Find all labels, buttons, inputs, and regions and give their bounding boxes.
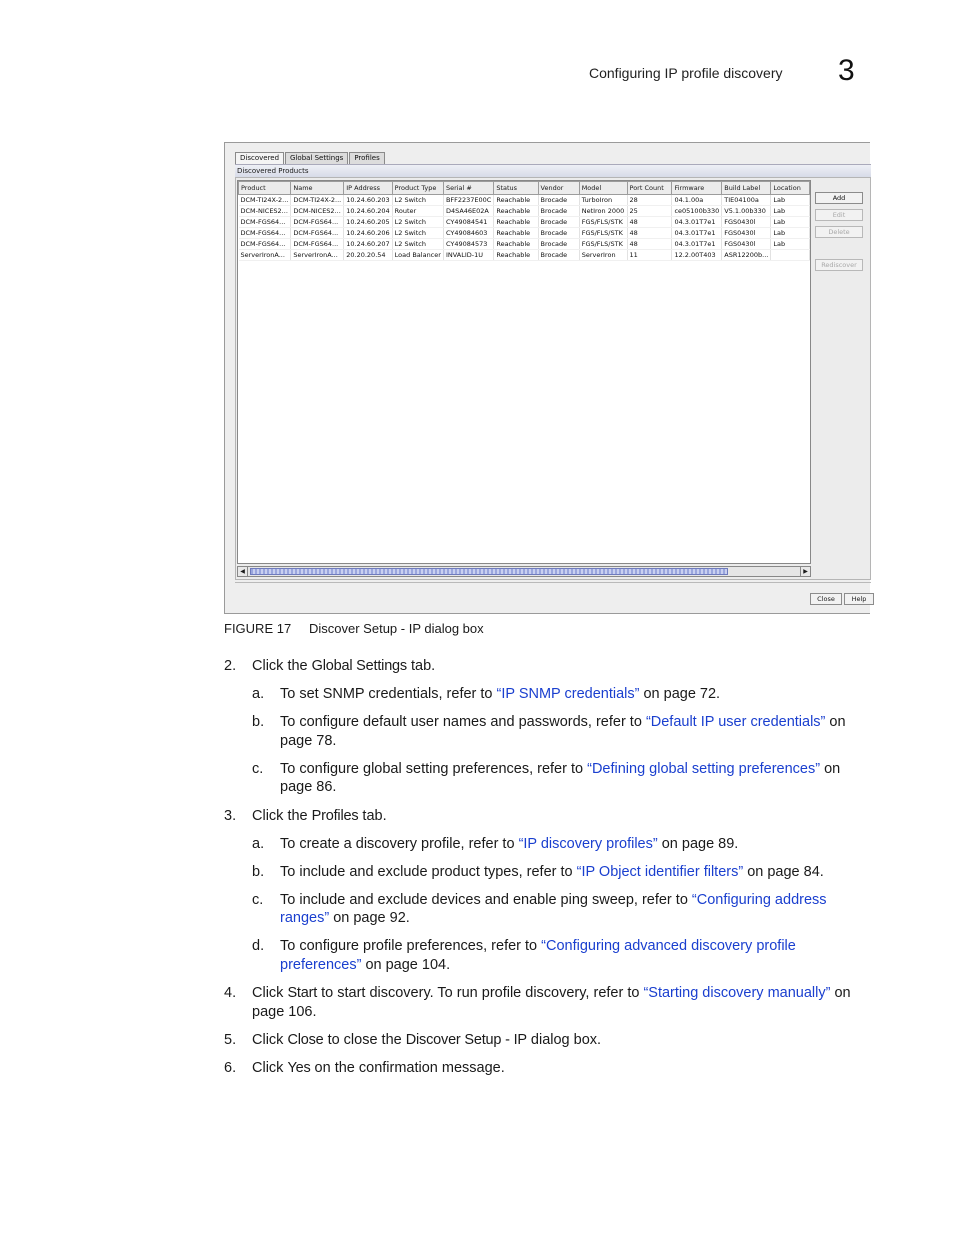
table-cell: 28	[627, 195, 672, 206]
table-cell: L2 Switch	[392, 228, 443, 239]
table-cell: DCM-NICES2...	[239, 206, 291, 217]
table-cell: L2 Switch	[392, 239, 443, 250]
column-header[interactable]: Product	[239, 182, 291, 195]
table-cell: 04.3.01T7e1	[672, 239, 722, 250]
tab-global-settings[interactable]: Global Settings	[285, 152, 348, 164]
table-cell: ServerIronA...	[291, 250, 344, 261]
table-cell: ServerIron	[579, 250, 627, 261]
table-cell: FGS/FLS/STK	[579, 239, 627, 250]
step-text: on page 89.	[661, 836, 739, 852]
cross-reference-link[interactable]: “Defining global setting preferences”	[587, 761, 821, 777]
table-cell: V5.1.00b330	[722, 206, 771, 217]
substep-2a	[280, 685, 720, 704]
step-text: on	[829, 714, 846, 730]
step-number: 6.	[224, 1060, 237, 1076]
rediscover-button[interactable]: Rediscover	[815, 259, 863, 271]
step-text: To configure profile preferences, refer to	[280, 938, 538, 954]
table-cell: 10.24.60.205	[344, 217, 392, 228]
substep-2b	[280, 713, 846, 732]
delete-button[interactable]: Delete	[815, 226, 863, 238]
substep-3c	[280, 891, 827, 910]
table-cell: FGS0430l	[722, 239, 771, 250]
table-cell: TIE04100a	[722, 195, 771, 206]
table-cell: TurboIron	[579, 195, 627, 206]
tab-bar	[235, 152, 386, 164]
table-cell: DCM-FGS64...	[239, 228, 291, 239]
table-cell: DCM-TI24X-2...	[239, 195, 291, 206]
edit-button[interactable]: Edit	[815, 209, 863, 221]
cross-reference-link[interactable]: “Configuring advanced discovery profile	[541, 938, 796, 954]
column-header[interactable]: Serial #	[443, 182, 493, 195]
substep-letter: b.	[252, 864, 265, 880]
step-text: Click	[252, 1060, 284, 1076]
discovered-products-table-area	[237, 180, 811, 564]
figure-caption-text: Discover Setup - IP dialog box	[309, 621, 484, 636]
substep-letter: b.	[252, 714, 265, 730]
column-header[interactable]: IP Address	[344, 182, 392, 195]
table-cell: FGS/FLS/STK	[579, 228, 627, 239]
step-text: To set SNMP credentials, refer to	[280, 686, 493, 702]
ui-term: Yes	[287, 1060, 311, 1076]
column-header[interactable]: Product Type	[392, 182, 443, 195]
table-cell: DCM-FGS64...	[291, 239, 344, 250]
column-header[interactable]: Status	[494, 182, 538, 195]
step-text: on	[834, 985, 851, 1001]
table-cell: 20.20.20.54	[344, 250, 392, 261]
table-cell: INVALID-1U	[443, 250, 493, 261]
table-row[interactable]	[239, 217, 810, 228]
substep-letter: d.	[252, 938, 265, 954]
substep-3b	[280, 863, 824, 882]
ui-term: Discover Setup - IP	[405, 1032, 527, 1048]
step-text: on page 92.	[333, 910, 410, 926]
table-cell: FGS/FLS/STK	[579, 217, 627, 228]
substep-3d	[280, 937, 796, 956]
column-header[interactable]: Model	[579, 182, 627, 195]
table-cell: ce05100b330	[672, 206, 722, 217]
step-text: tab.	[411, 658, 436, 674]
scroll-thumb[interactable]	[250, 568, 728, 575]
step-text: on page 72.	[643, 686, 721, 702]
running-header: Configuring IP profile discovery	[589, 65, 783, 81]
step-2-text	[252, 657, 435, 676]
table-cell: ServerIronA...	[239, 250, 291, 261]
ui-term: Profiles	[311, 808, 359, 824]
table-cell: Reachable	[494, 206, 538, 217]
add-button[interactable]: Add	[815, 192, 863, 204]
table-cell: Brocade	[538, 195, 579, 206]
table-cell: Lab	[771, 206, 810, 217]
table-cell: DCM-NICES2...	[291, 206, 344, 217]
substep-2c-continued: page 86.	[280, 779, 337, 795]
section-title: Discovered Products	[235, 164, 871, 177]
table-cell: L2 Switch	[392, 195, 443, 206]
step-5-text	[252, 1031, 601, 1050]
table-cell: Reachable	[494, 195, 538, 206]
table-header-row	[239, 182, 810, 195]
table-cell: CY49084541	[443, 217, 493, 228]
step-number: 2.	[224, 658, 237, 674]
table-cell: ASR12200b...	[722, 250, 771, 261]
step-6-text	[252, 1059, 505, 1078]
column-header[interactable]: Firmware	[672, 182, 722, 195]
table-cell: Lab	[771, 228, 810, 239]
table-cell: 04.3.01T7e1	[672, 228, 722, 239]
table-cell	[771, 250, 810, 261]
step-text: on the confirmation message.	[314, 1060, 505, 1076]
footer-divider	[235, 582, 871, 583]
table-cell: 12.2.00T403	[672, 250, 722, 261]
table-cell: NetIron 2000	[579, 206, 627, 217]
table-cell: Lab	[771, 195, 810, 206]
step-text: on page 84.	[747, 864, 824, 880]
step-text: To configure default user names and passwords, refer to	[280, 714, 642, 730]
table-cell: Load Balancer	[392, 250, 443, 261]
table-cell: Reachable	[494, 217, 538, 228]
table-cell: CY49084573	[443, 239, 493, 250]
substep-3d-continued	[280, 956, 450, 975]
substep-letter: c.	[252, 761, 264, 777]
table-row[interactable]	[239, 206, 810, 217]
step-text: tab.	[362, 808, 387, 824]
step-text: Click the	[252, 808, 308, 824]
table-cell: FGS0430l	[722, 228, 771, 239]
table-cell: 04.1.00a	[672, 195, 722, 206]
cross-reference-link[interactable]: “Starting discovery manually”	[643, 985, 831, 1001]
table-cell: Reachable	[494, 250, 538, 261]
table-cell: CY49084603	[443, 228, 493, 239]
cross-reference-link[interactable]: preferences”	[280, 957, 362, 973]
step-text: Click	[252, 985, 284, 1001]
table-cell: 48	[627, 239, 672, 250]
substep-letter: a.	[252, 836, 265, 852]
scroll-left-icon[interactable]: ◀	[238, 567, 248, 576]
column-header[interactable]: Port Count	[627, 182, 672, 195]
table-cell: 04.3.01T7e1	[672, 217, 722, 228]
step-text: dialog box.	[530, 1032, 602, 1048]
substep-letter: c.	[252, 892, 264, 908]
figure-label: FIGURE 17	[224, 621, 292, 636]
table-cell: Brocade	[538, 228, 579, 239]
table-row[interactable]	[239, 239, 810, 250]
substep-2c	[280, 760, 840, 779]
table-cell: DCM-FGS64...	[239, 239, 291, 250]
discover-setup-dialog	[224, 142, 870, 614]
step-text: To configure global setting preferences, refer to	[280, 761, 584, 777]
table-cell: Brocade	[538, 206, 579, 217]
close-button[interactable]: Close	[810, 593, 842, 605]
table-cell: 25	[627, 206, 672, 217]
column-header[interactable]: Location	[771, 182, 810, 195]
ui-term: Start	[287, 985, 318, 1001]
step-2	[224, 657, 236, 676]
cross-reference-link[interactable]: “Default IP user credentials”	[645, 714, 826, 730]
table-cell: 10.24.60.207	[344, 239, 392, 250]
substep-letter: a.	[252, 686, 265, 702]
horizontal-scrollbar[interactable]	[237, 566, 811, 577]
cross-reference-link[interactable]: “IP Object identifier filters”	[576, 864, 744, 880]
column-header[interactable]: Vendor	[538, 182, 579, 195]
step-text: To include and exclude devices and enable ping sweep, refer to	[280, 892, 688, 908]
step-4-text	[252, 984, 851, 1003]
table-cell: Lab	[771, 217, 810, 228]
step-text: to close the	[327, 1032, 402, 1048]
ui-term: Global Settings	[311, 658, 407, 674]
table-cell: 11	[627, 250, 672, 261]
substep-3c-continued	[280, 909, 410, 928]
help-button[interactable]: Help	[844, 593, 874, 605]
table-row[interactable]	[239, 250, 810, 261]
step-text: Click	[252, 1032, 284, 1048]
table-row[interactable]	[239, 195, 810, 206]
table-cell: Lab	[771, 239, 810, 250]
column-header[interactable]: Build Label	[722, 182, 771, 195]
step-text: To include and exclude product types, refer to	[280, 864, 573, 880]
table-row[interactable]	[239, 228, 810, 239]
table-cell: D4SA46E02A	[443, 206, 493, 217]
cross-reference-link[interactable]: “IP SNMP credentials”	[496, 686, 640, 702]
table-cell: DCM-FGS64...	[291, 228, 344, 239]
table-cell: 48	[627, 228, 672, 239]
table-cell: DCM-FGS64...	[291, 217, 344, 228]
table-cell: DCM-TI24X-2...	[291, 195, 344, 206]
table-cell: FGS0430l	[722, 217, 771, 228]
table-cell: Brocade	[538, 217, 579, 228]
table-cell: Brocade	[538, 239, 579, 250]
substep-2b-continued: page 78.	[280, 733, 337, 749]
chapter-number: 3	[838, 54, 855, 87]
scroll-right-icon[interactable]: ▶	[800, 567, 810, 576]
column-header[interactable]: Name	[291, 182, 344, 195]
cross-reference-link[interactable]: “IP discovery profiles”	[518, 836, 658, 852]
table-cell: 10.24.60.203	[344, 195, 392, 206]
table-cell: Brocade	[538, 250, 579, 261]
table-body	[239, 195, 810, 261]
table-cell: Reachable	[494, 228, 538, 239]
table-cell: 10.24.60.206	[344, 228, 392, 239]
step-text: on page 104.	[365, 957, 451, 973]
table-cell: 48	[627, 217, 672, 228]
step-text: to start discovery. To run profile discovery, refer to	[321, 985, 640, 1001]
table-cell: 10.24.60.204	[344, 206, 392, 217]
table-cell: Router	[392, 206, 443, 217]
cross-reference-link[interactable]: ranges”	[280, 910, 330, 926]
tab-profiles[interactable]: Profiles	[349, 152, 384, 164]
step-number: 3.	[224, 808, 237, 824]
step-text: on	[824, 761, 841, 777]
step-number: 4.	[224, 985, 237, 1001]
step-3-text	[252, 807, 387, 826]
table-cell: BFF2237E00C	[443, 195, 493, 206]
step-4-continued: page 106.	[252, 1004, 317, 1020]
step-text: To create a discovery profile, refer to	[280, 836, 515, 852]
cross-reference-link[interactable]: “Configuring address	[691, 892, 827, 908]
ui-term: Close	[287, 1032, 324, 1048]
figure-caption	[224, 621, 484, 636]
discovered-products-table	[238, 181, 810, 261]
table-cell: L2 Switch	[392, 217, 443, 228]
table-cell: DCM-FGS64...	[239, 217, 291, 228]
step-number: 5.	[224, 1032, 237, 1048]
table-cell: Reachable	[494, 239, 538, 250]
tab-discovered[interactable]: Discovered	[235, 152, 284, 164]
step-text: Click the	[252, 658, 308, 674]
substep-3a	[280, 835, 738, 854]
